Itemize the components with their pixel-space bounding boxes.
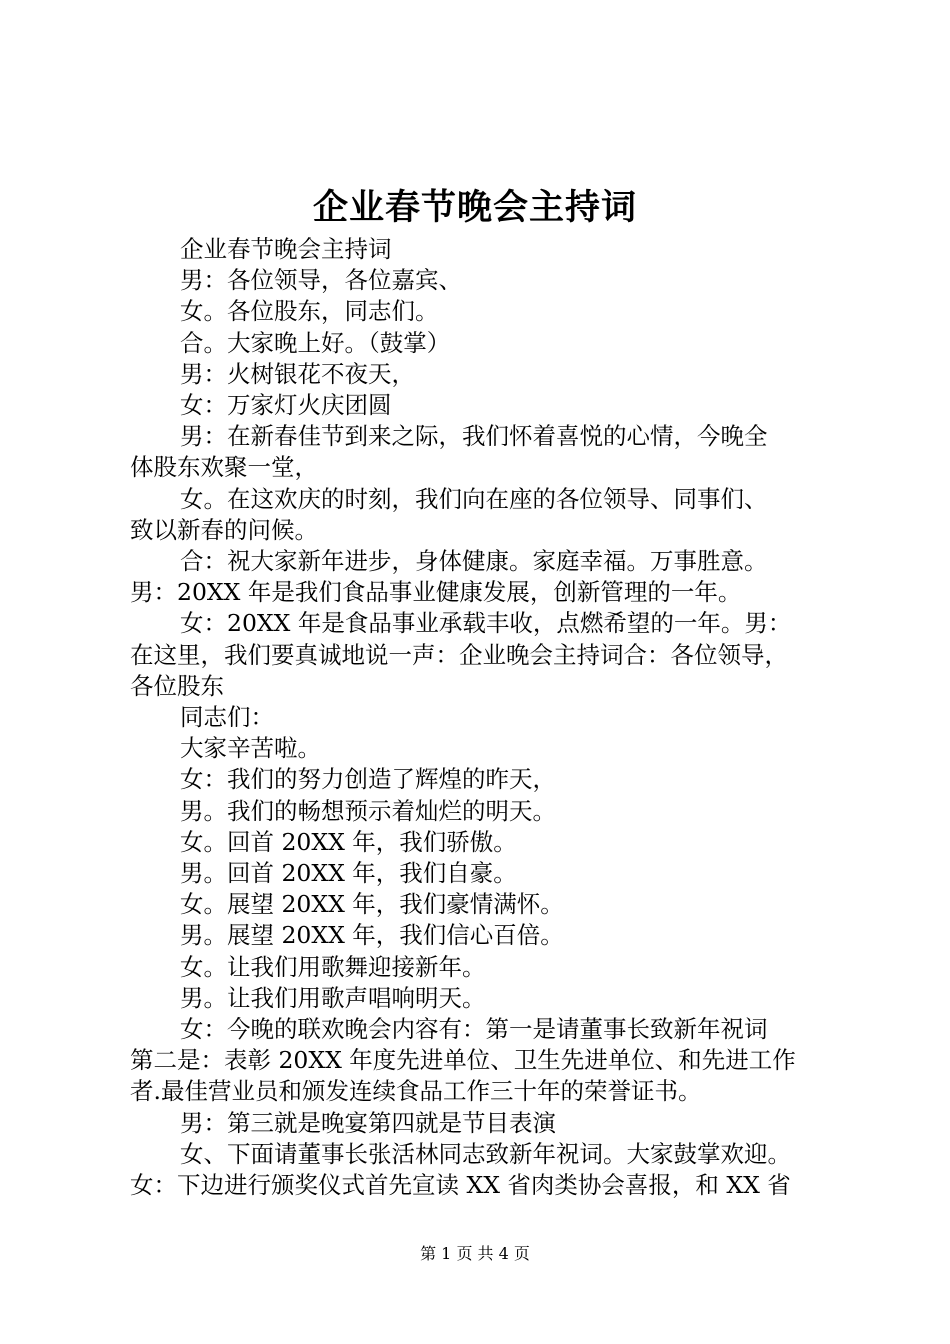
body-line: 女：下边进行颁奖仪式首先宣读 XX 省肉类协会喜报，和 XX 省 [130,1171,791,1200]
body-line: 男：20XX 年是我们食品事业健康发展，创新管理的一年。 [130,578,742,607]
body-line: 男：在新春佳节到来之际，我们怀着喜悦的心情，今晚全 [180,422,768,451]
body-line: 男：第三就是晚宴第四就是节目表演 [180,1108,556,1137]
body-line: 女：今晚的联欢晚会内容有：第一是请董事长致新年祝词 [180,1015,768,1044]
body-line: 男。回首 20XX 年，我们自豪。 [180,859,517,888]
body-line: 男。我们的畅想预示着灿烂的明天。 [180,796,556,825]
body-line: 同志们： [180,703,274,732]
body-line: 女、下面请董事长张活林同志致新年祝词。大家鼓掌欢迎。 [180,1139,791,1168]
page-footer: 第 1 页 共 4 页 [420,1244,530,1263]
body-line: 男。让我们用歌声唱响明天。 [180,983,486,1012]
body-line: 企业春节晚会主持词 [180,235,392,263]
body-line: 女。各位股东，同志们。 [180,297,439,326]
body-line: 女：万家灯火庆团圆 [180,391,392,420]
body-line: 致以新春的问候。 [130,515,318,544]
body-line: 合。大家晚上好。（鼓掌） [180,328,451,357]
document-title: 企业春节晚会主持词 [312,187,637,228]
body-line: 女。展望 20XX 年，我们豪情满怀。 [180,890,564,919]
body-line: 女：20XX 年是食品事业承载丰收，点燃希望的一年。男： [180,609,792,638]
document-body [130,234,842,1201]
body-line: 在这里，我们要真诚地说一声：企业晚会主持词合：各位领导， [130,640,788,669]
body-line: 女：我们的努力创造了辉煌的昨天， [180,765,556,794]
body-line: 第二是：表彰 20XX 年度先进单位、卫生先进单位、和先进工作 [130,1046,796,1075]
body-line: 大家辛苦啦。 [180,734,321,763]
body-line: 男：各位领导，各位嘉宾、 [180,266,462,295]
body-line: 合：祝大家新年进步，身体健康。家庭幸福。万事胜意。 [180,547,768,576]
body-line: 女。在这欢庆的时刻，我们向在座的各位领导、同事们、 [180,484,768,513]
body-line: 者.最佳营业员和颁发连续食品工作三十年的荣誉证书。 [130,1077,702,1106]
body-line: 女。让我们用歌舞迎接新年。 [180,952,486,981]
body-line: 各位股东 [130,671,224,700]
body-line: 体股东欢聚一堂， [130,453,318,482]
body-line: 男。展望 20XX 年，我们信心百倍。 [180,921,564,950]
body-line: 男：火树银花不夜天， [180,359,415,388]
body-line: 女。回首 20XX 年，我们骄傲。 [180,827,517,856]
